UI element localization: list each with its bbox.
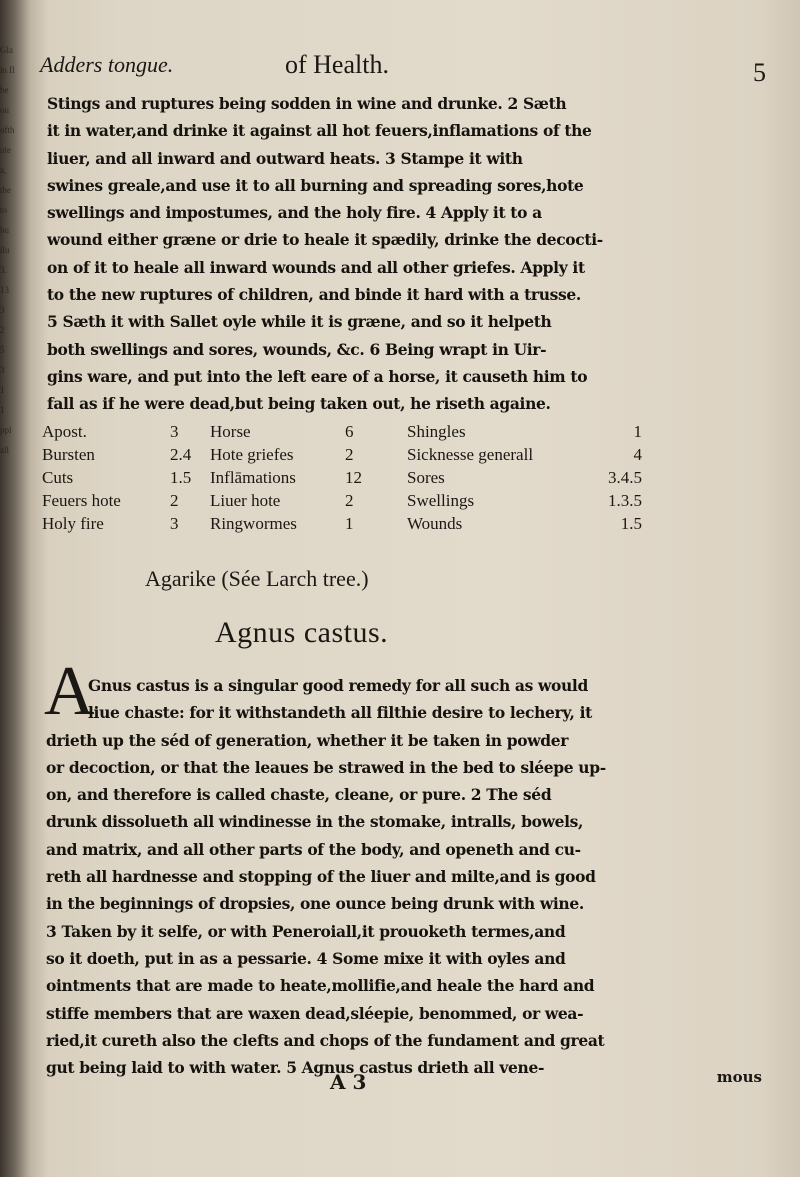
remedy-reference: 1.3.5 bbox=[608, 491, 642, 510]
gutter-fragment: the bbox=[0, 185, 11, 195]
remedy-reference: 2 bbox=[345, 445, 354, 464]
text-line: drunk dissolueth all windinesse in the stomake, intralls, bowels, bbox=[46, 812, 584, 832]
gutter-fragment: ofth bbox=[0, 125, 15, 135]
gutter-fragment: all bbox=[0, 445, 9, 455]
ailment-name: Feuers hote bbox=[42, 491, 121, 510]
remedy-reference: 1 bbox=[345, 514, 354, 533]
gutter-fragment: be bbox=[0, 85, 9, 95]
gutter-fragment: 1 bbox=[0, 385, 5, 395]
gutter-fragment: 13 bbox=[0, 285, 9, 295]
remedy-reference: 2 bbox=[170, 491, 179, 510]
text-line: liue chaste: for it withstandeth all filthie desire to lechery, it bbox=[88, 703, 592, 723]
adjacent-page-edge bbox=[0, 0, 30, 1177]
ailment-name: Holy fire bbox=[42, 514, 104, 533]
drop-capital: A bbox=[44, 653, 95, 730]
gutter-fragment: a, bbox=[0, 165, 7, 175]
text-line: 3 Taken by it selfe, or with Peneroiall,it prouoketh termes,and bbox=[46, 921, 566, 941]
section-heading-agnus-castus: Agnus castus. bbox=[215, 616, 389, 649]
gutter-fragment: 3 bbox=[0, 305, 5, 315]
text-line: both swellings and sores, wounds, &c. 6 Being wrapt in Uir- bbox=[47, 339, 547, 359]
catchword: mous bbox=[716, 1068, 762, 1086]
text-line: ointments that are made to heate,mollifie,and heale the hard and bbox=[46, 976, 595, 996]
table-row bbox=[42, 420, 662, 443]
agarike-cross-reference: Agarike (Sée Larch tree.) bbox=[145, 566, 369, 591]
remedy-reference: 6 bbox=[345, 422, 354, 441]
text-line: swines greale,and use it to all burning and spreading sores,hote bbox=[47, 175, 584, 195]
text-line: stiffe members that are waxen dead,sléepie, benommed, or wea- bbox=[46, 1003, 584, 1023]
remedy-reference: 2 bbox=[345, 491, 354, 510]
gutter-fragment: ute bbox=[0, 145, 11, 155]
ailments-index-table bbox=[42, 420, 662, 535]
text-line: reth all hardnesse and stopping of the liuer and milte,and is good bbox=[46, 867, 596, 887]
gutter-fragment: Gla bbox=[0, 45, 13, 55]
table-row bbox=[42, 512, 662, 535]
remedy-reference: 1.5 bbox=[170, 468, 192, 487]
ailment-name: Wounds bbox=[407, 514, 463, 533]
ailment-name: Inflāmations bbox=[210, 468, 296, 487]
text-line: liuer, and all inward and outward heats. 3 Stampe it with bbox=[47, 148, 523, 168]
remedy-reference: 1 bbox=[633, 422, 642, 441]
ailment-name: Hote griefes bbox=[210, 445, 294, 464]
text-line: 5 Sæth it with Sallet oyle while it is græne, and so it helpeth bbox=[47, 312, 552, 332]
text-line: wound either græne or drie to heale it spædily, drinke the decocti- bbox=[47, 230, 603, 250]
remedy-reference: 3 bbox=[170, 422, 179, 441]
ailment-name: Cuts bbox=[42, 468, 74, 487]
text-line: and matrix, and all other parts of the body, and openeth and cu- bbox=[46, 839, 581, 859]
text-line: Stings and ruptures being sodden in wine and drunke. 2 Sæth bbox=[47, 94, 567, 113]
text-line: in the beginnings of dropsies, one ounce being drunk with wine. bbox=[46, 894, 584, 914]
table-row bbox=[42, 443, 662, 466]
ailment-name: Swellings bbox=[407, 491, 475, 510]
ailment-name: Bursten bbox=[42, 445, 95, 464]
ailment-name: Liuer hote bbox=[210, 491, 281, 510]
gutter-fragment: ppl bbox=[0, 425, 12, 435]
page-number: 5 bbox=[753, 58, 766, 87]
signature-mark: A 3 bbox=[330, 1070, 367, 1094]
text-line: it in water,and drinke it against all hot feuers,inflamations of the bbox=[47, 121, 592, 141]
gutter-fragment: in fl bbox=[0, 65, 15, 75]
adders-tongue-text bbox=[47, 90, 763, 418]
gutter-fragment: 3. bbox=[0, 265, 7, 275]
text-line: gins ware, and put into the left eare of a horse, it causeth him to bbox=[47, 366, 588, 386]
ailment-name: Horse bbox=[210, 422, 251, 441]
remedy-reference: 3 bbox=[170, 514, 179, 533]
gutter-fragment: 5 bbox=[0, 345, 5, 355]
gutter-fragment: ilu bbox=[0, 245, 10, 255]
text-line: swellings and impostumes, and the holy fire. 4 Apply it to a bbox=[47, 203, 542, 223]
ailment-name: Shingles bbox=[407, 422, 466, 441]
gutter-fragment: bu bbox=[0, 225, 9, 235]
table-row bbox=[42, 489, 662, 512]
text-line: fall as if he were dead,but being taken out, he riseth againe. bbox=[47, 394, 551, 414]
text-line: Gnus castus is a singular good remedy for all such as would bbox=[88, 676, 588, 695]
ailment-name: Ringwormes bbox=[210, 514, 297, 533]
agnus-castus-text bbox=[46, 672, 768, 1081]
remedy-reference: 3.4.5 bbox=[608, 468, 642, 487]
text-line: so it doeth, put in as a pessarie. 4 Some mixe it with oyles and bbox=[46, 948, 566, 968]
text-line: or decoction, or that the leaues be strawed in the bed to sléepe up- bbox=[46, 757, 606, 777]
header-center-title: of Health. bbox=[285, 50, 389, 79]
text-line: to the new ruptures of children, and binde it hard with a trusse. bbox=[47, 285, 581, 305]
remedy-reference: 4 bbox=[633, 445, 642, 464]
ailment-name: Sores bbox=[407, 468, 445, 487]
gutter-fragment: 3 bbox=[0, 365, 5, 375]
gutter-fragment: to bbox=[0, 205, 8, 215]
gutter-fragment: 1 bbox=[0, 405, 5, 415]
text-line: drieth up the séd of generation, whether it be taken in powder bbox=[46, 730, 569, 750]
text-line: ried,it cureth also the clefts and chops of the fundament and great bbox=[46, 1030, 605, 1050]
remedy-reference: 12 bbox=[345, 468, 362, 487]
remedy-reference: 2.4 bbox=[170, 445, 192, 464]
remedy-reference: 1.5 bbox=[620, 514, 642, 533]
gutter-fragment: 2 bbox=[0, 325, 5, 335]
ailment-name: Sicknesse generall bbox=[407, 445, 534, 464]
text-line: gut being laid to with water. 5 Agnus castus drieth all vene- bbox=[46, 1058, 545, 1078]
text-line: on, and therefore is called chaste, cleane, or pure. 2 The séd bbox=[46, 785, 552, 805]
header-left-title: Adders tongue. bbox=[40, 52, 174, 77]
running-header bbox=[40, 42, 780, 92]
text-line: on of it to heale all inward wounds and all other griefes. Apply it bbox=[47, 257, 585, 277]
ailment-name: Apost. bbox=[42, 422, 87, 441]
gutter-fragment: ou bbox=[0, 105, 9, 115]
table-row bbox=[42, 466, 662, 489]
